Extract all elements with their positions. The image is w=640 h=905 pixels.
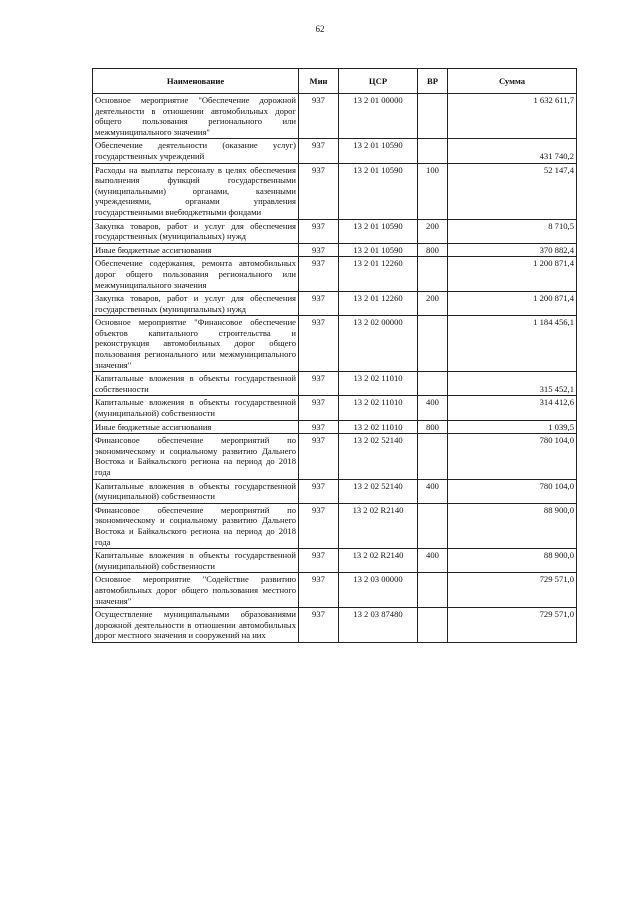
row-name-cell: Финансовое обеспечение мероприятий по экономическому и социальному развитию Дальнего Востока и Байкальского региона на период до 2018 года <box>93 434 299 479</box>
row-csr-cell: 13 2 02 R2140 <box>339 549 418 573</box>
row-sum-cell: 314 412,6 <box>448 396 577 420</box>
row-csr-cell: 13 2 01 10590 <box>339 243 418 257</box>
table-row <box>93 549 577 573</box>
table-row <box>93 163 577 219</box>
row-min-cell: 937 <box>299 219 339 243</box>
row-name-cell: Основное мероприятие "Обеспечение дорожной деятельности в отношении автомобильных дорог общего пользования регионального или межмуниципального значения" <box>93 94 299 139</box>
row-sum-cell: 1 184 456,1 <box>448 316 577 372</box>
row-sum-cell: 1 200 871,4 <box>448 257 577 292</box>
row-sum-cell: 8 710,5 <box>448 219 577 243</box>
table-row <box>93 316 577 372</box>
page-number: 62 <box>315 24 325 34</box>
row-name-cell: Основное мероприятие "Финансовое обеспечение объектов капитального строительства и реконструкция автомобильных дорог общего пользования регионального или межмуниципального значения" <box>93 316 299 372</box>
table-row <box>93 257 577 292</box>
row-vr-cell <box>418 316 448 372</box>
header-vr: ВР <box>418 69 448 94</box>
row-min-cell: 937 <box>299 163 339 219</box>
row-vr-cell: 800 <box>418 420 448 434</box>
row-min-cell: 937 <box>299 420 339 434</box>
row-sum-cell: 729 571,0 <box>448 608 577 643</box>
row-name-cell: Капитальные вложения в объекты государственной (муниципальной) собственности <box>93 396 299 420</box>
row-vr-cell: 100 <box>418 163 448 219</box>
row-name-cell: Капитальные вложения в объекты государственной (муниципальной) собственности <box>93 479 299 503</box>
row-sum-cell: 431 740,2 <box>448 139 577 163</box>
row-csr-cell: 13 2 03 87480 <box>339 608 418 643</box>
row-min-cell: 937 <box>299 292 339 316</box>
table-body <box>93 94 577 643</box>
row-min-cell: 937 <box>299 243 339 257</box>
row-csr-cell: 13 2 01 10590 <box>339 139 418 163</box>
header-min: Мин <box>299 69 339 94</box>
row-csr-cell: 13 2 02 R2140 <box>339 503 418 548</box>
row-csr-cell: 13 2 01 12260 <box>339 257 418 292</box>
table-row <box>93 420 577 434</box>
table-row <box>93 396 577 420</box>
row-sum-cell: 780 104,0 <box>448 479 577 503</box>
row-csr-cell: 13 2 03 00000 <box>339 573 418 608</box>
table-row <box>93 219 577 243</box>
row-vr-cell: 400 <box>418 479 448 503</box>
row-csr-cell: 13 2 01 10590 <box>339 163 418 219</box>
table-row <box>93 139 577 163</box>
row-sum-cell: 1 632 611,7 <box>448 94 577 139</box>
row-sum-cell: 88 900,0 <box>448 503 577 548</box>
row-min-cell: 937 <box>299 396 339 420</box>
table-row <box>93 573 577 608</box>
row-vr-cell <box>418 434 448 479</box>
row-min-cell: 937 <box>299 372 339 396</box>
row-sum-cell: 1 039,5 <box>448 420 577 434</box>
row-vr-cell <box>418 139 448 163</box>
row-sum-cell: 88 900,0 <box>448 549 577 573</box>
header-sum: Сумма <box>448 69 577 94</box>
row-csr-cell: 13 2 02 11010 <box>339 420 418 434</box>
row-csr-cell: 13 2 01 12260 <box>339 292 418 316</box>
row-vr-cell <box>418 608 448 643</box>
row-vr-cell: 200 <box>418 292 448 316</box>
table-row <box>93 608 577 643</box>
row-min-cell: 937 <box>299 139 339 163</box>
table-row <box>93 292 577 316</box>
row-name-cell: Иные бюджетные ассигнования <box>93 243 299 257</box>
row-vr-cell: 400 <box>418 549 448 573</box>
row-name-cell: Расходы на выплаты персоналу в целях обеспечения выполнения функций государственными (муниципальными) органами, казенными учреждениями, органами управления государственными внебюджетными фондами <box>93 163 299 219</box>
row-sum-cell: 315 452,1 <box>448 372 577 396</box>
row-csr-cell: 13 2 02 52140 <box>339 434 418 479</box>
row-csr-cell: 13 2 02 52140 <box>339 479 418 503</box>
row-name-cell: Закупка товаров, работ и услуг для обеспечения государственных (муниципальных) нужд <box>93 219 299 243</box>
row-name-cell: Закупка товаров, работ и услуг для обеспечения государственных (муниципальных) нужд <box>93 292 299 316</box>
budget-table <box>92 68 577 643</box>
row-name-cell: Капитальные вложения в объекты государственной собственности <box>93 372 299 396</box>
row-vr-cell <box>418 94 448 139</box>
row-min-cell: 937 <box>299 573 339 608</box>
table-header-row <box>93 69 577 94</box>
table-row <box>93 479 577 503</box>
header-csr: ЦСР <box>339 69 418 94</box>
row-vr-cell: 400 <box>418 396 448 420</box>
row-name-cell: Финансовое обеспечение мероприятий по экономическому и социальному развитию Дальнего Востока и Байкальского региона на период до 2018 года <box>93 503 299 548</box>
row-min-cell: 937 <box>299 479 339 503</box>
row-min-cell: 937 <box>299 503 339 548</box>
row-csr-cell: 13 2 02 00000 <box>339 316 418 372</box>
row-vr-cell <box>418 503 448 548</box>
table-row <box>93 372 577 396</box>
row-vr-cell: 800 <box>418 243 448 257</box>
row-name-cell: Капитальные вложения в объекты государственной (муниципальной) собственности <box>93 549 299 573</box>
row-min-cell: 937 <box>299 316 339 372</box>
row-sum-cell: 1 200 871,4 <box>448 292 577 316</box>
row-name-cell: Иные бюджетные ассигнования <box>93 420 299 434</box>
table-row <box>93 434 577 479</box>
table-row <box>93 94 577 139</box>
row-sum-cell: 729 571,0 <box>448 573 577 608</box>
table-row <box>93 243 577 257</box>
row-min-cell: 937 <box>299 549 339 573</box>
row-vr-cell <box>418 257 448 292</box>
row-vr-cell <box>418 372 448 396</box>
row-csr-cell: 13 2 02 11010 <box>339 396 418 420</box>
row-vr-cell <box>418 573 448 608</box>
row-min-cell: 937 <box>299 257 339 292</box>
row-vr-cell: 200 <box>418 219 448 243</box>
row-csr-cell: 13 2 02 11010 <box>339 372 418 396</box>
row-sum-cell: 52 147,4 <box>448 163 577 219</box>
row-csr-cell: 13 2 01 10590 <box>339 219 418 243</box>
row-min-cell: 937 <box>299 608 339 643</box>
table-row <box>93 503 577 548</box>
row-min-cell: 937 <box>299 94 339 139</box>
row-name-cell: Основное мероприятие "Содействие развитию автомобильных дорог общего пользования местного значения" <box>93 573 299 608</box>
row-sum-cell: 780 104,0 <box>448 434 577 479</box>
row-sum-cell: 370 882,4 <box>448 243 577 257</box>
row-csr-cell: 13 2 01 00000 <box>339 94 418 139</box>
row-name-cell: Осуществление муниципальными образованиями дорожной деятельности в отношении автомобильных дорог местного значения и сооружений на них <box>93 608 299 643</box>
row-name-cell: Обеспечение содержания, ремонта автомобильных дорог общего пользования регионального или межмуниципального значения <box>93 257 299 292</box>
header-name: Наименование <box>93 69 299 94</box>
row-min-cell: 937 <box>299 434 339 479</box>
row-name-cell: Обеспечение деятельности (оказание услуг) государственных учреждений <box>93 139 299 163</box>
